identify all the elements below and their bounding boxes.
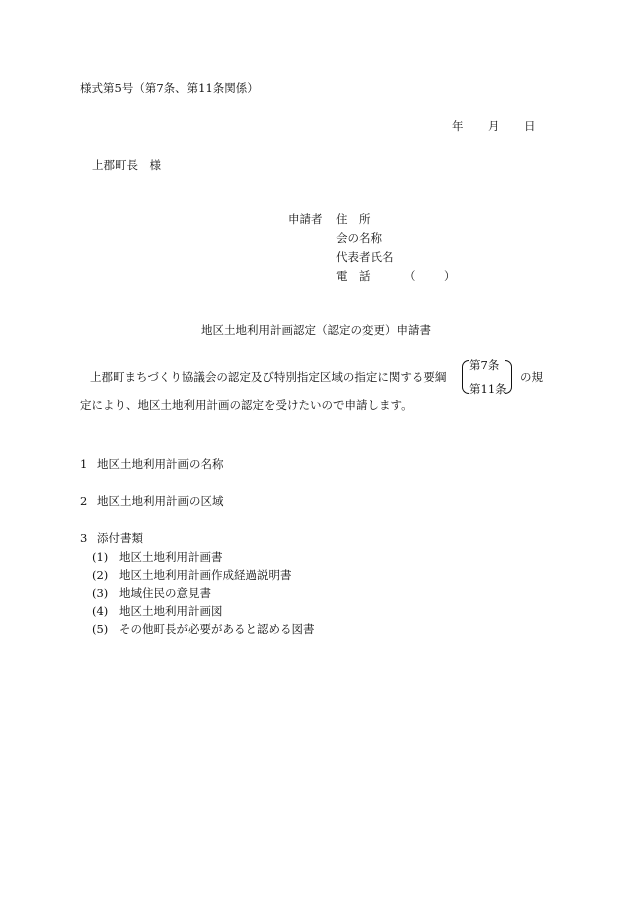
body-line2: 定により、地区土地利用計画の認定を受けたいので申請します。 [80,398,413,412]
attachment-item: 地区土地利用計画作成経過説明書 [119,568,292,582]
date-month: 月 [488,119,500,133]
date-day: 日 [524,119,536,133]
association-name-label: 会の名称 [336,231,382,245]
attachment-item: その他町長が必要があると認める図書 [119,622,315,636]
phone-label: 電 話 [336,269,371,283]
item-number: 1 [80,457,88,471]
attachment-number: (3) [92,586,109,600]
body-line1: 上郡町まちづくり協議会の認定及び特別指定区域の指定に関する要綱 [90,370,447,384]
attachment-number: (5) [92,622,109,636]
item-number: 2 [80,494,88,508]
attachment-number: (2) [92,568,109,582]
representative-label: 代表者氏名 [336,250,394,264]
applicant-label: 申請者 [288,212,323,226]
address-label: 住 所 [336,212,371,226]
attachment-item: 地区土地利用計画図 [119,604,223,618]
item-plan-area: 地区土地利用計画の区域 [97,494,224,508]
phone-paren-close: ） [444,269,456,283]
bracket-bottom-article: 第11条 [469,382,507,396]
phone-paren-open: （ [404,269,416,283]
bracket-right [505,360,512,394]
bracket-top-article: 第7条 [469,358,500,372]
body-line1-tail: の規 [520,370,543,384]
date-year: 年 [452,119,464,133]
bracket-left [462,360,469,394]
attachment-item: 地区土地利用計画書 [119,550,223,564]
item-attachments: 添付書類 [97,531,143,545]
item-number: 3 [80,531,88,545]
attachment-number: (4) [92,604,109,618]
attachment-item: 地域住民の意見書 [119,586,211,600]
document-title: 地区土地利用計画認定（認定の変更）申請書 [201,323,431,337]
recipient: 上郡町長 様 [92,158,161,172]
item-plan-name: 地区土地利用計画の名称 [97,457,224,471]
form-number: 様式第5号（第7条、第11条関係） [80,81,259,95]
attachment-number: (1) [92,550,109,564]
